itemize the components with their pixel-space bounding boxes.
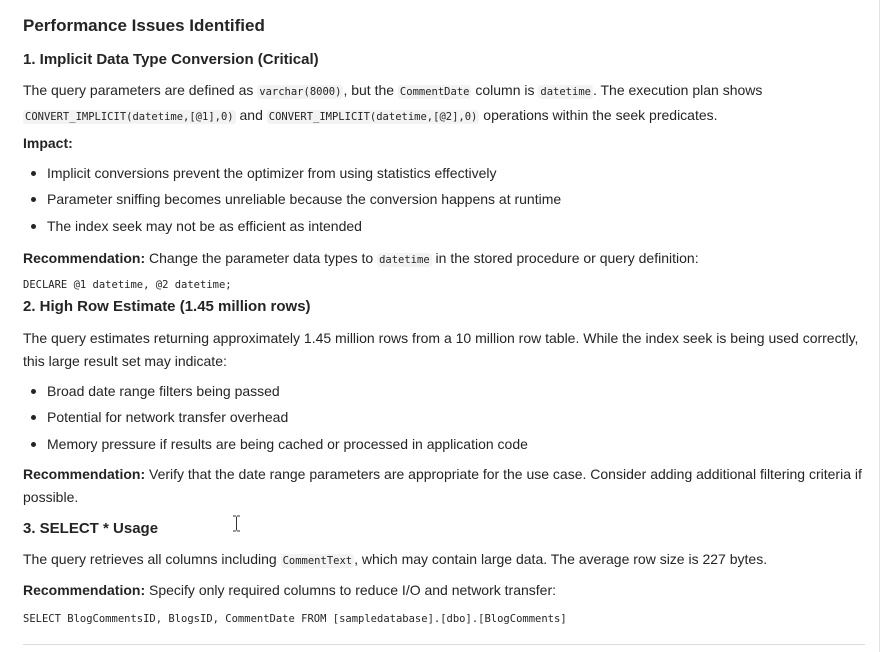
- impact-label: Impact:: [23, 135, 73, 151]
- list-item: The index seek may not be as efficient as intended: [23, 216, 561, 242]
- section3-heading: 3. SELECT * Usage: [23, 520, 159, 537]
- section2-para-text: The query estimates returning approximately 1.45 million rows from a 10 million row table. While the index seek is being used correctly, this large result set may indicate:: [23, 330, 859, 369]
- section3-para-text: , which may contain large data. The average row size is 227 bytes.: [354, 551, 768, 567]
- recommendation-text: Change the parameter data types to: [145, 250, 378, 266]
- inline-code: datetime: [379, 254, 430, 266]
- inline-code: CommentDate: [399, 86, 470, 98]
- recommendation-label: Recommendation:: [23, 582, 146, 598]
- inline-code: datetime: [540, 86, 591, 98]
- list-item: Implicit conversions prevent the optimizer from using statistics effectively: [23, 163, 561, 189]
- section1-para-text: , but the: [343, 82, 398, 98]
- section1-para-text: The query parameters are defined as: [23, 82, 258, 98]
- text-cursor-icon: [232, 515, 241, 532]
- section1-heading: 1. Implicit Data Type Conversion (Critical): [23, 51, 319, 68]
- section2-heading: 2. High Row Estimate (1.45 million rows): [23, 298, 311, 315]
- inline-code: CONVERT_IMPLICIT(datetime,[@1],0): [25, 110, 234, 123]
- section1-para-text: operations within the seek predicates.: [479, 106, 718, 123]
- list-item: Potential for network transfer overhead: [23, 407, 528, 433]
- section1-para-text: . The execution plan shows: [592, 82, 763, 98]
- section2-bullet-list: [23, 381, 528, 460]
- section3-recommendation: [23, 579, 556, 602]
- divider: [23, 644, 865, 645]
- section2-paragraph: [23, 327, 868, 372]
- inline-code: varchar(8000): [259, 86, 342, 98]
- code-block: SELECT BlogCommentsID, BlogsID, CommentDate FROM [sampledatabase].[dbo].[BlogComments]: [23, 613, 567, 625]
- recommendation-label: Recommendation:: [23, 466, 146, 482]
- page-title: Performance Issues Identified: [23, 16, 265, 35]
- section3-paragraph: [23, 548, 767, 573]
- section1-paragraph: [23, 79, 762, 128]
- recommendation-text: in the stored procedure or query definition:: [431, 250, 699, 266]
- section1-recommendation: [23, 247, 699, 272]
- list-item: Parameter sniffing becomes unreliable because the conversion happens at runtime: [23, 189, 561, 215]
- section2-recommendation: [23, 463, 868, 508]
- code-block: DECLARE @1 datetime, @2 datetime;: [23, 279, 232, 291]
- recommendation-text: Specify only required columns to reduce I/O and network transfer:: [145, 582, 556, 598]
- inline-code: CommentText: [282, 555, 353, 567]
- section1-para-text: and: [235, 106, 267, 123]
- section3-para-text: The query retrieves all columns including: [23, 551, 281, 567]
- section1-bullet-list: [23, 163, 561, 242]
- list-item: Broad date range filters being passed: [23, 381, 528, 407]
- section1-para-text: column is: [471, 82, 539, 98]
- list-item: Memory pressure if results are being cached or processed in application code: [23, 434, 528, 460]
- inline-code: CONVERT_IMPLICIT(datetime,[@2],0): [268, 110, 478, 123]
- recommendation-text: Verify that the date range parameters are appropriate for the use case. Consider adding additional filtering criteria if possible.: [23, 466, 862, 505]
- recommendation-label: Recommendation:: [23, 250, 146, 266]
